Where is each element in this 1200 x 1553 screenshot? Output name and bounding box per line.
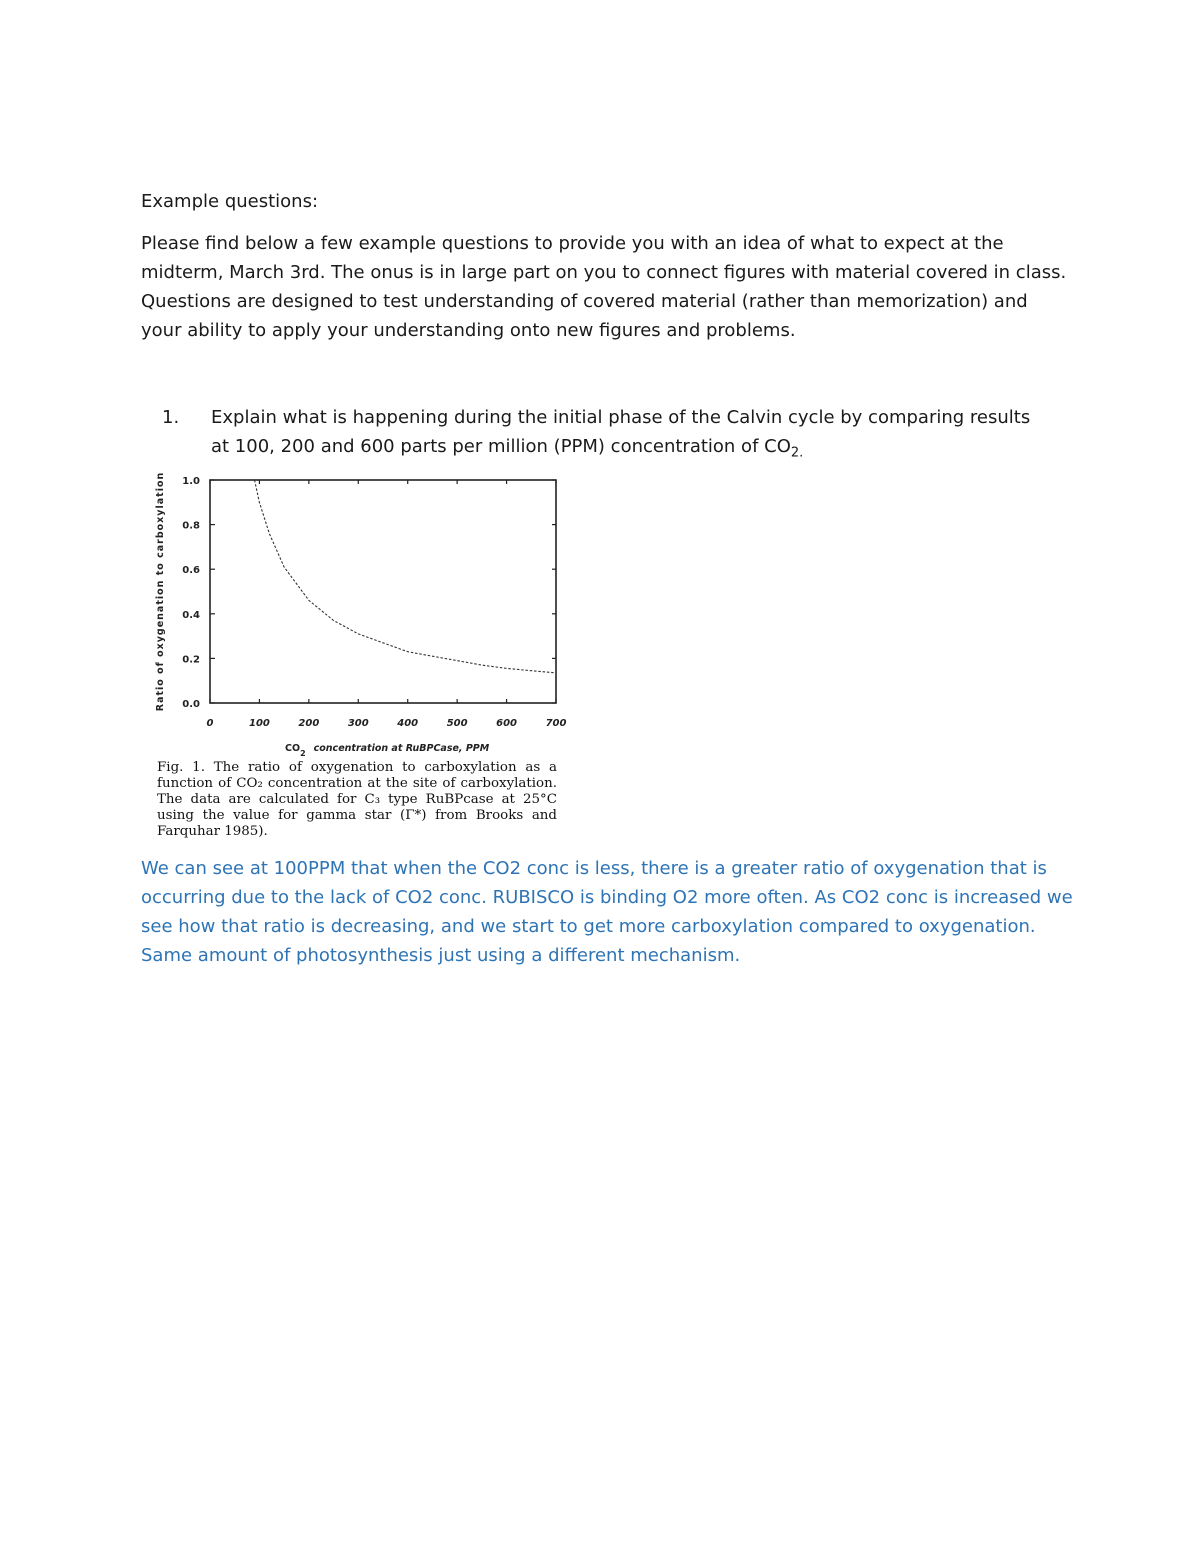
ratio-curve <box>255 480 557 673</box>
x-tick-label: 500 <box>446 718 468 729</box>
x-tick-label: 400 <box>397 718 419 729</box>
y-axis-label: Ratio of oxygenation to carboxylation <box>155 472 166 712</box>
answer-paragraph: We can see at 100PPM that when the CO2 conc is less, there is a greater ratio of oxygenation that is occurring due to the lack of CO2 conc. RUBISCO is binding O2 more often. As CO2 conc is increased we see how that ratio is decreasing, and we start to get more carboxylation compared to oxygenation. Same amount of photosynthesis just using a different mechanism. <box>141 858 1073 966</box>
x-tick-label: 200 <box>298 718 320 729</box>
question-text <box>211 403 1041 468</box>
y-tick-label: 0.2 <box>182 654 200 666</box>
y-tick-label: 0.6 <box>182 565 200 577</box>
y-tick-label: 0.0 <box>182 699 200 710</box>
question-text-subscript: 2. <box>790 445 804 461</box>
intro-paragraph: Please find below a few example questions to provide you with an idea of what to expect at the midterm, March 3rd. The onus is in large part on you to connect figures with material covered in class. Questions are designed to test understanding of covered material (rather than memorization) and your ability to apply your understanding onto new figures and problems. <box>141 233 1067 341</box>
ratio-chart <box>150 472 570 757</box>
figure-caption: Fig. 1. The ratio of oxygenation to carboxylation as a function of CO₂ concentration at the site of carboxylation. The data are calculated for C₃ type RuBPcase at 25°C using the value for gamma star (Γ*) from Brooks and Farquhar 1985). <box>157 760 557 839</box>
y-tick-label: 1.0 <box>182 476 200 487</box>
x-tick-label: 700 <box>545 718 567 729</box>
x-tick-label: 100 <box>248 718 270 729</box>
question-text-main: Explain what is happening during the initial phase of the Calvin cycle by comparing results at 100, 200 and 600 parts per million (PPM) concentration of CO <box>211 407 1031 457</box>
y-tick-label: 0.4 <box>182 609 200 621</box>
x-tick-label: 600 <box>496 718 518 729</box>
y-tick-label: 0.8 <box>182 520 200 532</box>
page-heading: Example questions: <box>141 191 319 212</box>
x-tick-label: 0 <box>206 718 214 729</box>
x-tick-label: 300 <box>347 718 369 729</box>
plot-frame <box>210 480 556 703</box>
question-number: 1. <box>162 407 180 428</box>
x-axis-label: $CO_2$ concentration at RuBPCase, PPM <box>285 743 490 757</box>
